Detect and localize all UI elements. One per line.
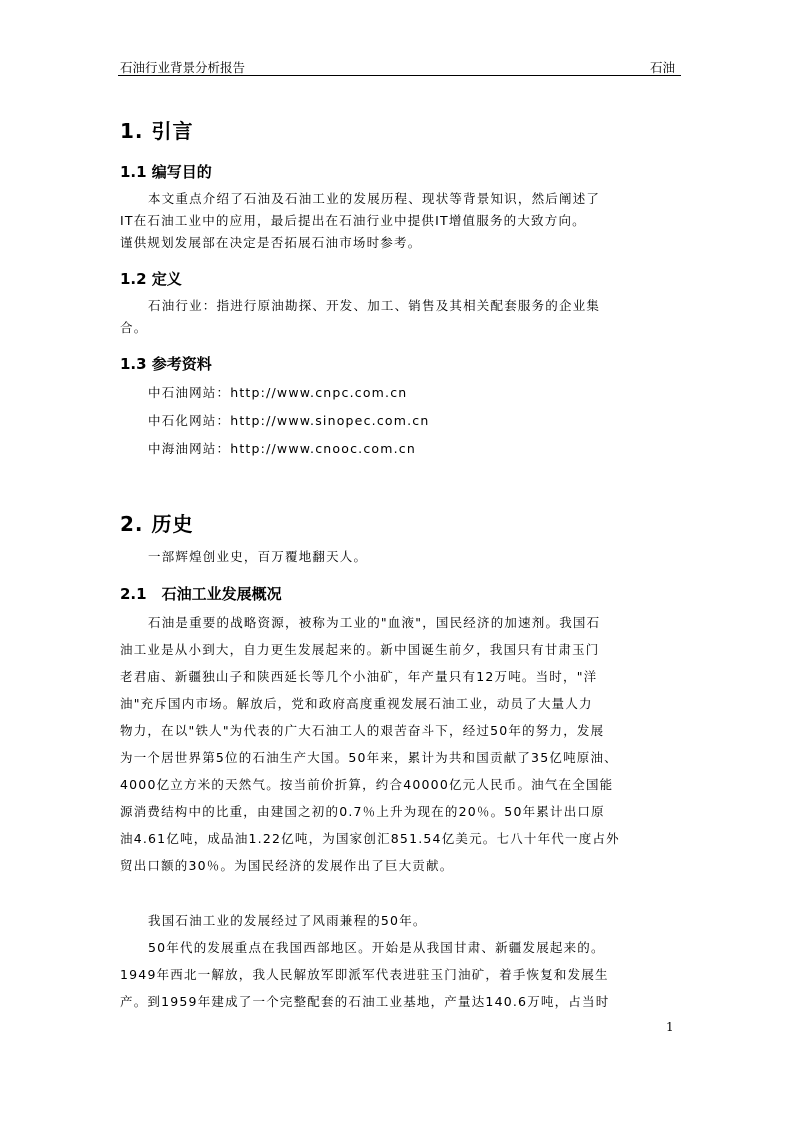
- paragraph-line: 贸出口额的30％。为国民经济的发展作出了巨大贡献。: [120, 858, 454, 873]
- paragraph-line: 产。到1959年建成了一个完整配套的石油工业基地，产量达140.6万吨，占当时: [120, 994, 610, 1009]
- reference-item: 中石化网站：http://www.sinopec.com.cn: [148, 413, 430, 428]
- heading-industry-overview: 2.1 石油工业发展概况: [120, 585, 282, 603]
- header-title: 石油行业背景分析报告: [120, 60, 246, 75]
- header-section: 石油: [649, 60, 675, 75]
- heading-purpose: 1.1 编写目的: [120, 163, 212, 181]
- reference-item: 中海油网站：http://www.cnooc.com.cn: [148, 441, 416, 456]
- page-number: 1: [666, 1020, 674, 1034]
- paragraph-line: 油工业是从小到大，自力更生发展起来的。新中国诞生前夕，我国只有甘肃玉门: [120, 642, 600, 657]
- heading-history: 2. 历史: [120, 512, 194, 536]
- heading-introduction: 1. 引言: [120, 119, 194, 143]
- paragraph-line: 为一个居世界第5位的石油生产大国。50年来，累计为共和国贡献了35亿吨原油、: [120, 750, 618, 765]
- reference-item: 中石油网站：http://www.cnpc.com.cn: [148, 385, 408, 400]
- page-header: [118, 56, 681, 76]
- paragraph-line: 我国石油工业的发展经过了风雨兼程的50年。: [148, 913, 427, 928]
- paragraph-line: 合。: [120, 320, 148, 335]
- paragraph-line: 油"充斥国内市场。解放后，党和政府高度重视发展石油工业，动员了大量人力: [120, 696, 593, 711]
- paragraph-line: 物力，在以"铁人"为代表的广大石油工人的艰苦奋斗下，经过50年的努力，发展: [120, 723, 605, 738]
- paragraph-line: 石油是重要的战略资源，被称为工业的"血液"，国民经济的加速剂。我国石: [148, 615, 601, 630]
- paragraph-line: 源消费结构中的比重，由建国之初的0.7％上升为现在的20％。50年累计出口原: [120, 804, 605, 819]
- paragraph-line: 石油行业：指进行原油勘探、开发、加工、销售及其相关配套服务的企业集: [148, 298, 601, 313]
- heading-definition: 1.2 定义: [120, 270, 182, 288]
- paragraph-line: 本文重点介绍了石油及石油工业的发展历程、现状等背景知识，然后阐述了: [148, 191, 601, 206]
- paragraph-line: IT在石油工业中的应用，最后提出在石油行业中提供IT增值服务的大致方向。: [120, 213, 586, 228]
- paragraph-line: 4000亿立方米的天然气。按当前价折算，约合40000亿元人民币。油气在全国能: [120, 777, 614, 792]
- paragraph-line: 50年代的发展重点在我国西部地区。开始是从我国甘肃、新疆发展起来的。: [148, 940, 605, 955]
- paragraph-line: 老君庙、新疆独山子和陕西延长等几个小油矿，年产量只有12万吨。当时，"洋: [120, 669, 598, 684]
- paragraph-line: 1949年西北一解放，我人民解放军即派军代表进驻玉门油矿，着手恢复和发展生: [120, 967, 609, 982]
- heading-references: 1.3 参考资料: [120, 355, 212, 373]
- paragraph-line: 谨供规划发展部在决定是否拓展石油市场时参考。: [120, 235, 422, 250]
- paragraph-line: 油4.61亿吨，成品油1.22亿吨，为国家创汇851.54亿美元。七八十年代一度占外: [120, 831, 620, 846]
- history-intro: 一部辉煌创业史，百万覆地翻天人。: [148, 549, 368, 564]
